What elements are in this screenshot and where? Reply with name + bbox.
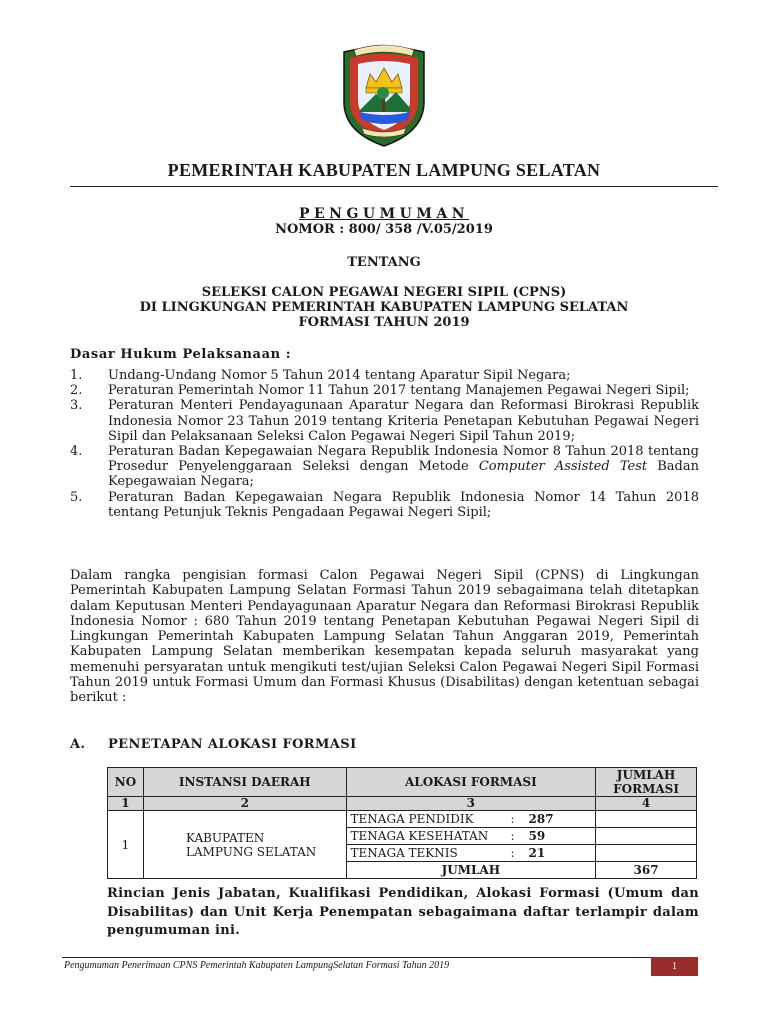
total-cell-empty [596, 828, 697, 845]
table-index-cell: 2 [143, 797, 346, 811]
total-label: JUMLAH [346, 862, 596, 879]
list-item [70, 368, 699, 383]
table-index-row [108, 797, 697, 811]
list-item-text: Undang-Undang Nomor 5 Tahun 2014 tentang Aparatur Sipil Negara; [108, 368, 571, 383]
list-item-text-part: Badan Kepegawaian Negara; [108, 459, 699, 490]
table-row [108, 811, 697, 828]
legal-basis-list [70, 368, 699, 520]
table-index-cell: 1 [108, 797, 144, 811]
list-item-number: 1. [70, 368, 83, 383]
regency-logo [336, 42, 432, 148]
subject-line-1: SELEKSI CALON PEGAWAI NEGERI SIPIL (CPNS) [201, 285, 567, 300]
allocation-cell [346, 828, 596, 845]
allocation-separator: : [510, 846, 515, 860]
instansi-line: KABUPATEN [185, 830, 265, 845]
announcement-title: PENGUMUMAN [298, 206, 470, 222]
list-item-text: Peraturan Pemerintah Nomor 11 Tahun 2017 tentang Manajemen Pegawai Negeri Sipil; [108, 383, 690, 399]
list-item [70, 398, 699, 444]
page-number: 1 [651, 957, 698, 976]
lampung-selatan-emblem-icon [336, 42, 432, 148]
intro-paragraph: Dalam rangka pengisian formasi Calon Pegawai Negeri Sipil (CPNS) di Lingkungan Pemerintah Kabupaten Lampung Selatan Formasi Tahun 2019 sebagaimana telah ditetapkan dalam Keputusan Menteri Pendayagunaan Aparatur Negara dan Reformasi Birokrasi Republik Indonesia Nomor : 680 Tahun 2019 tentang Penetapan Kebutuhan Pegawai Negeri Sipil di Lingkungan Pemerintah Kabupaten Lampung Selatan Tahun Anggaran 2019, Pemerintah Kabupaten Lampung Selatan memberikan kesempatan kepada seluruh masyarakat yang memenuhi persyaratan untuk mengikuti test/ujian Seleksi Calon Pegawai Negeri Sipil Formasi Tahun 2019 untuk Formasi Umum dan Formasi Khusus (Disabilitas) dengan ketentuan sebagai berikut : [70, 568, 699, 706]
table-index-cell: 4 [596, 797, 697, 811]
subject-line-3: FORMASI TAHUN 2019 [298, 315, 470, 330]
allocation-cell [346, 811, 596, 828]
list-item [70, 444, 699, 490]
subject-line-2: DI LINGKUNGAN PEMERINTAH KABUPATEN LAMPUNG SELATAN [139, 300, 629, 315]
table-header-row [108, 768, 697, 797]
list-item-text [108, 444, 699, 490]
list-item-text-part: Peraturan Badan Kepegawaian Negara Republik Indonesia Nomor 8 Tahun 2018 tentang Prosedur Penyelenggaraan Seleksi dengan Metode [108, 444, 699, 475]
allocation-separator: : [510, 829, 515, 843]
header-divider [70, 186, 718, 187]
allocation-name: TENAGA TEKNIS [350, 846, 458, 860]
total-value: 367 [596, 862, 697, 879]
section-a-heading [70, 737, 357, 752]
government-title: PEMERINTAH KABUPATEN LAMPUNG SELATAN [167, 160, 601, 180]
allocation-value: 59 [528, 829, 546, 843]
list-item [70, 490, 699, 520]
closing-note: Rincian Jenis Jabatan, Kualifikasi Pendidikan, Alokasi Formasi (Umum dan Disabilitas) dan Unit Kerja Penempatan sebagaimana daftar terlampir dalam pengumuman ini. [107, 886, 699, 938]
allocation-cell [346, 845, 596, 862]
allocation-value: 287 [528, 812, 554, 826]
table-index-cell: 3 [346, 797, 596, 811]
list-item-text-italic: Computer Assisted Test [478, 459, 648, 475]
allocation-name: TENAGA PENDIDIK [350, 812, 474, 826]
list-item-number: 2. [70, 383, 83, 399]
table-header-cell: NO [108, 768, 144, 797]
footer-text: Pengumuman Penerimaan CPNS Pemerintah Kabupaten LampungSelatan Formasi Tahun 2019 [64, 960, 450, 971]
table-header-cell: INSTANSI DAERAH [143, 768, 346, 797]
list-item-number: 4. [70, 444, 83, 460]
list-item [70, 383, 699, 398]
table-header-cell: ALOKASI FORMASI [346, 768, 596, 797]
legal-basis-heading: Dasar Hukum Pelaksanaan : [70, 347, 292, 362]
table-header-cell: JUMLAH FORMASI [596, 768, 697, 797]
row-number: 1 [108, 811, 144, 879]
allocation-table [107, 767, 697, 879]
allocation-name: TENAGA KESEHATAN [350, 829, 489, 843]
list-item-number: 5. [70, 489, 83, 505]
total-cell-empty [596, 811, 697, 828]
announcement-about: TENTANG [347, 255, 421, 270]
list-item-number: 3. [70, 398, 83, 414]
announcement-number: NOMOR : 800/ 358 /V.05/2019 [275, 222, 493, 237]
section-title: PENETAPAN ALOKASI FORMASI [108, 737, 357, 752]
instansi-line: LAMPUNG SELATAN [185, 844, 317, 859]
total-cell-empty [596, 845, 697, 862]
list-item-text: Peraturan Badan Kepegawaian Negara Republik Indonesia Nomor 14 Tahun 2018 tentang Petunjuk Teknis Pengadaan Pegawai Negeri Sipil; [108, 489, 699, 520]
footer-divider [62, 957, 698, 958]
section-letter: A. [70, 737, 86, 752]
allocation-separator: : [510, 812, 515, 826]
allocation-value: 21 [528, 846, 546, 860]
list-item-text: Peraturan Menteri Pendayagunaan Aparatur Negara dan Reformasi Birokrasi Republik Indonesia Nomor 23 Tahun 2019 tentang Kriteria Penetapan Kebutuhan Pegawai Negeri Sipil dan Pelaksanaan Seleksi Calon Pegawai Negeri Sipil Tahun 2019; [108, 398, 699, 444]
instansi-cell [143, 811, 346, 879]
